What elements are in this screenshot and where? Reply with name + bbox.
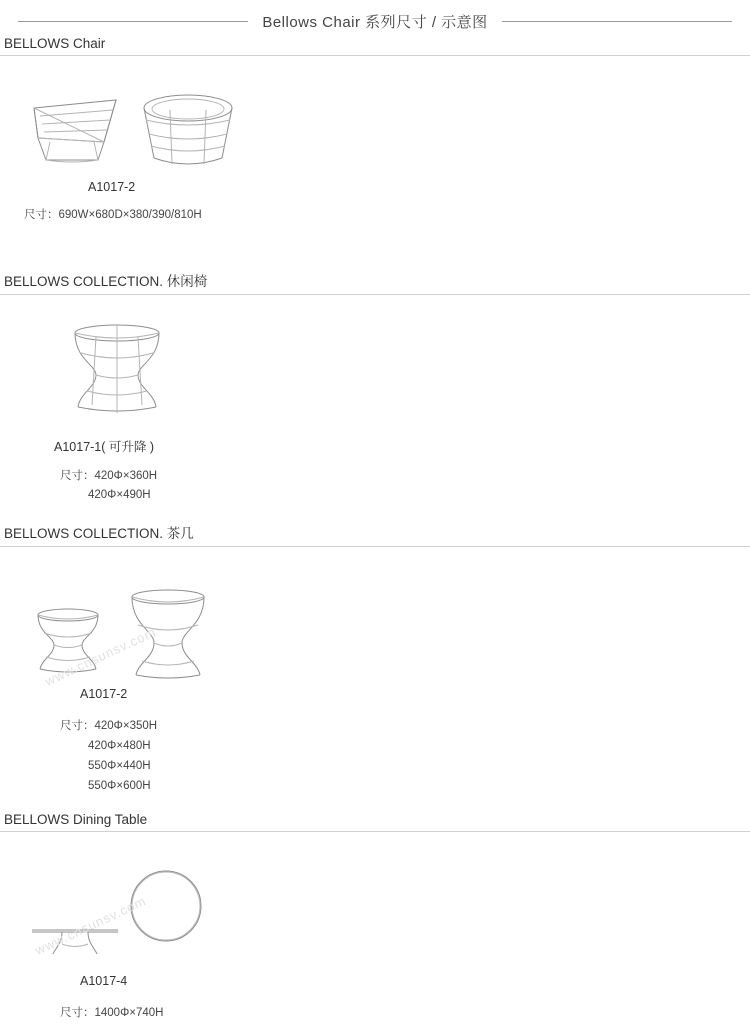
section-body bbox=[0, 309, 750, 501]
section-divider bbox=[0, 546, 750, 547]
page-header bbox=[0, 6, 750, 36]
figure-chair-a1017-2 bbox=[20, 80, 240, 180]
dining-table-drawing bbox=[14, 854, 214, 954]
product-dimensions: 尺寸：690W×680D×380/390/810H bbox=[24, 209, 202, 221]
header-rule-right bbox=[502, 21, 732, 22]
section-body bbox=[0, 561, 750, 791]
header-rule-left bbox=[18, 21, 248, 22]
product-dimensions-3: 550Φ×440H bbox=[88, 760, 151, 772]
section-bellows-chair bbox=[0, 36, 750, 248]
section-body bbox=[0, 846, 750, 1019]
product-code: A1017-4 bbox=[80, 974, 128, 988]
section-heading: BELLOWS Chair bbox=[4, 36, 106, 51]
product-code: A1017-1( 可升降 ) bbox=[54, 440, 155, 454]
stool-drawing bbox=[62, 319, 172, 419]
watermark-text-1: www.cnsunsv.com bbox=[42, 624, 159, 689]
section-body bbox=[0, 70, 750, 230]
watermark-text-2: www.cnsunsv.com bbox=[32, 893, 149, 958]
section-divider bbox=[0, 831, 750, 832]
section-bellows-dining-table bbox=[0, 812, 750, 1019]
section-divider bbox=[0, 55, 750, 56]
section-heading: BELLOWS COLLECTION. 休闲椅 bbox=[4, 274, 208, 289]
section-bellows-coffee-table bbox=[0, 522, 750, 792]
coffee-table-drawing bbox=[20, 583, 220, 683]
page-title: Bellows Chair 系列尺寸 / 示意图 bbox=[262, 13, 488, 31]
product-dimensions-2: 420Φ×480H bbox=[88, 740, 151, 752]
figure-coffee-tables-a1017-2 bbox=[20, 583, 220, 683]
figure-dining-table-a1017-4 bbox=[14, 854, 214, 954]
figure-stool-a1017-1 bbox=[62, 319, 172, 419]
product-code: A1017-2 bbox=[88, 180, 136, 194]
product-dimensions: 尺寸：420Φ×360H bbox=[60, 470, 158, 482]
product-dimensions: 尺寸：1400Φ×740H bbox=[60, 1007, 164, 1019]
section-divider bbox=[0, 294, 750, 295]
product-dimensions: 尺寸：420Φ×350H bbox=[60, 720, 158, 732]
section-heading: BELLOWS COLLECTION. 茶几 bbox=[4, 526, 194, 541]
section-heading: BELLOWS Dining Table bbox=[4, 812, 148, 827]
product-dimensions-4: 550Φ×600H bbox=[88, 780, 151, 792]
product-code: A1017-2 bbox=[80, 687, 128, 701]
section-bellows-lounge-chair bbox=[0, 270, 750, 500]
product-dimensions-2: 420Φ×490H bbox=[88, 489, 151, 501]
chair-drawing bbox=[20, 80, 240, 180]
